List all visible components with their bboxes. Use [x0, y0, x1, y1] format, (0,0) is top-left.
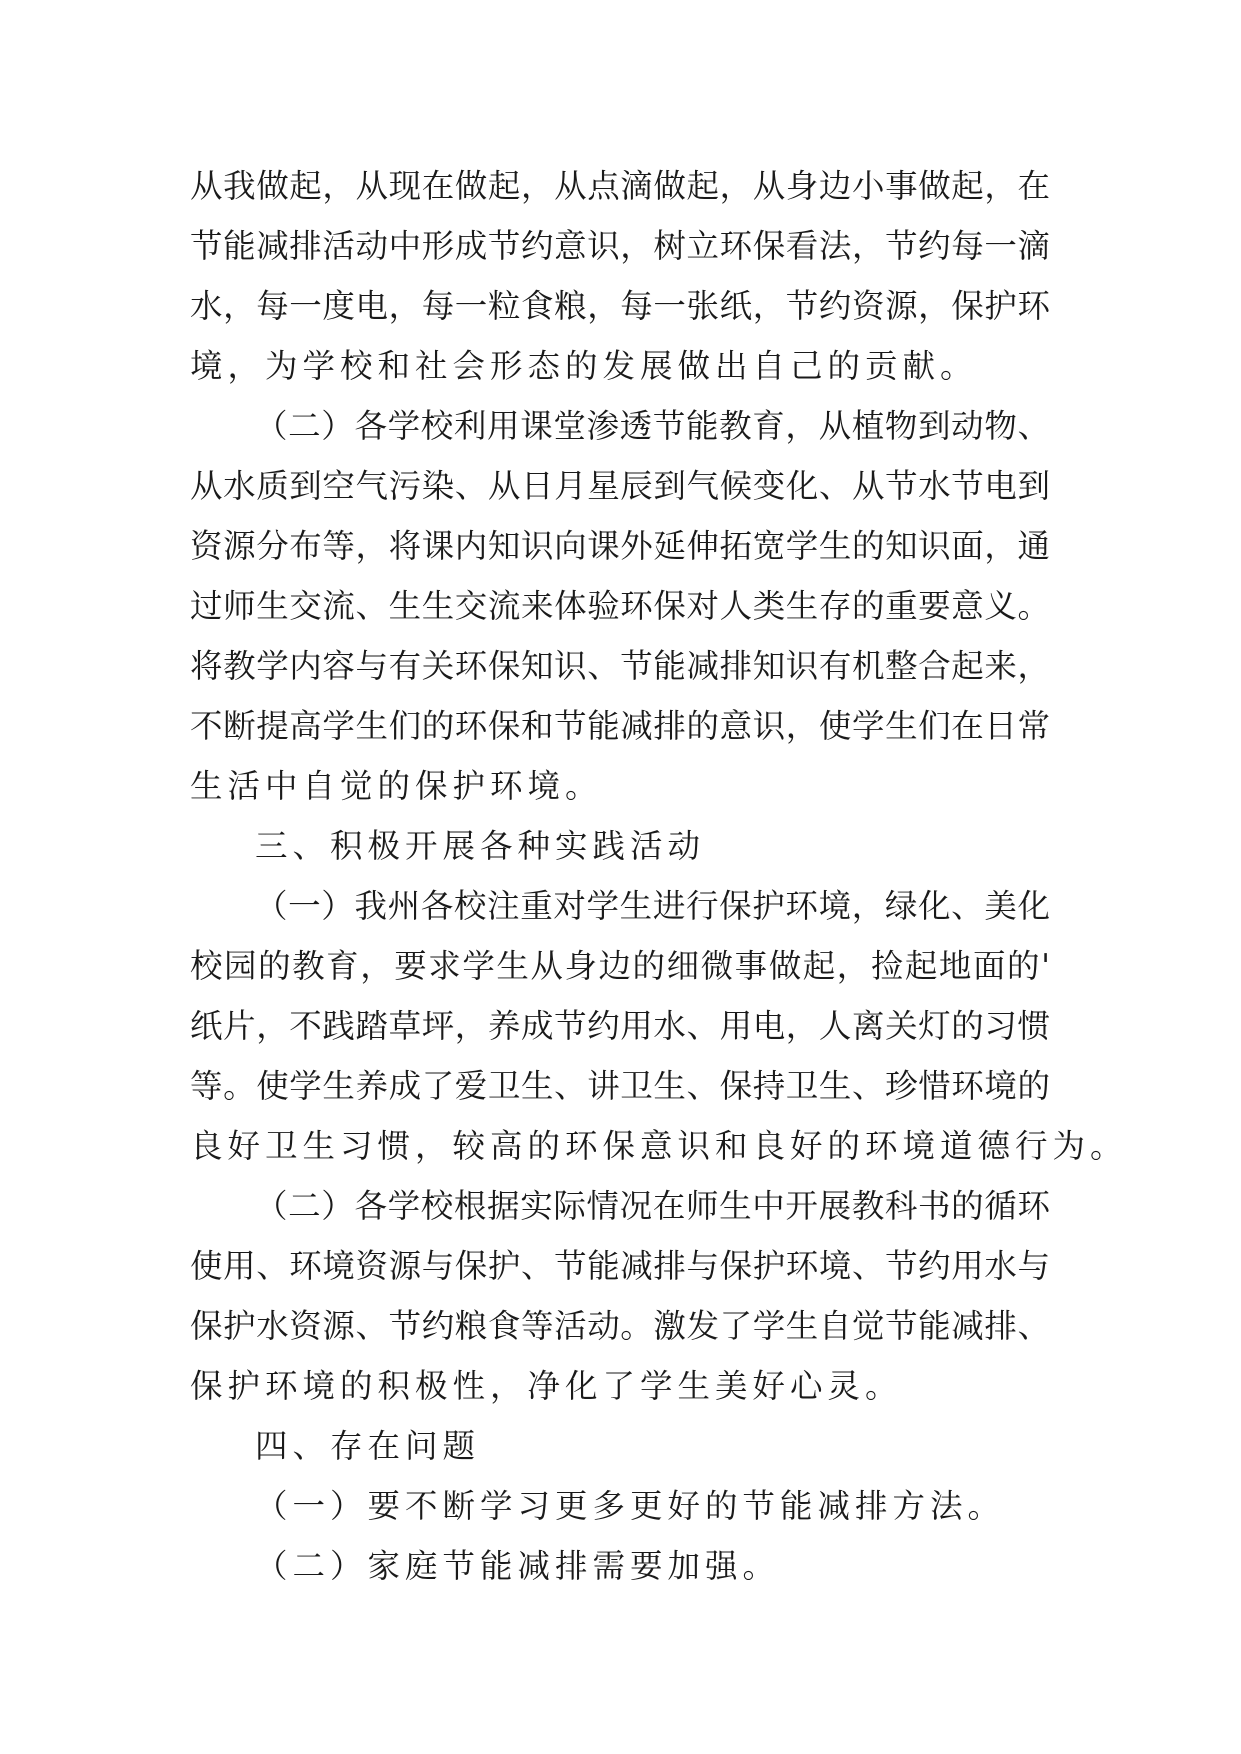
paragraph-line: 等。使学生养成了爱卫生、讲卫生、保持卫生、珍惜环境的: [190, 1067, 1050, 1105]
list-item: （一）要不断学习更多更好的节能减排方法。: [255, 1487, 1006, 1525]
paragraph-line: 保护水资源、节约粮食等活动。激发了学生自觉节能减排、: [190, 1307, 1050, 1345]
paragraph-line: 良好卫生习惯，较高的环保意识和良好的环境道德行为。: [190, 1127, 1128, 1165]
paragraph-line: 过师生交流、生生交流来体验环保对人类生存的重要意义。: [190, 587, 1050, 625]
paragraph-line: 纸片，不践踏草坪，养成节约用水、用电，人离关灯的习惯: [190, 1007, 1050, 1045]
paragraph-line: 校园的教育，要求学生从身边的细微事做起，捡起地面的': [190, 947, 1050, 985]
paragraph-line: 资源分布等，将课内知识向课外延伸拓宽学生的知识面，通: [190, 527, 1050, 565]
paragraph-line: 水，每一度电，每一粒食粮，每一张纸，节约资源，保护环: [190, 287, 1050, 325]
paragraph-line: 使用、环境资源与保护、节能减排与保护环境、节约用水与: [190, 1247, 1050, 1285]
paragraph-line: （二）各学校利用课堂渗透节能教育，从植物到动物、: [255, 407, 1050, 445]
paragraph-line: 从水质到空气污染、从日月星辰到气候变化、从节水节电到: [190, 467, 1050, 505]
paragraph-line: （二）各学校根据实际情况在师生中开展教科书的循环: [255, 1187, 1050, 1225]
paragraph-line: 不断提高学生们的环保和节能减排的意识，使学生们在日常: [190, 707, 1050, 745]
paragraph-line: 将教学内容与有关环保知识、节能减排知识有机整合起来，: [190, 647, 1050, 685]
paragraph-line: 从我做起，从现在做起，从点滴做起，从身边小事做起，在: [190, 167, 1050, 205]
list-item: （二）家庭节能减排需要加强。: [255, 1547, 781, 1585]
paragraph-line: 境，为学校和社会形态的发展做出自己的贡献。: [190, 347, 978, 385]
paragraph-line: 生活中自觉的保护环境。: [190, 767, 603, 805]
section-heading: 四、存在问题: [255, 1427, 481, 1465]
section-heading: 三、积极开展各种实践活动: [255, 827, 706, 865]
paragraph-line: 节能减排活动中形成节约意识，树立环保看法，节约每一滴: [190, 227, 1050, 265]
paragraph-line: 保护环境的积极性，净化了学生美好心灵。: [190, 1367, 903, 1405]
paragraph-line: （一）我州各校注重对学生进行保护环境，绿化、美化: [255, 887, 1050, 925]
